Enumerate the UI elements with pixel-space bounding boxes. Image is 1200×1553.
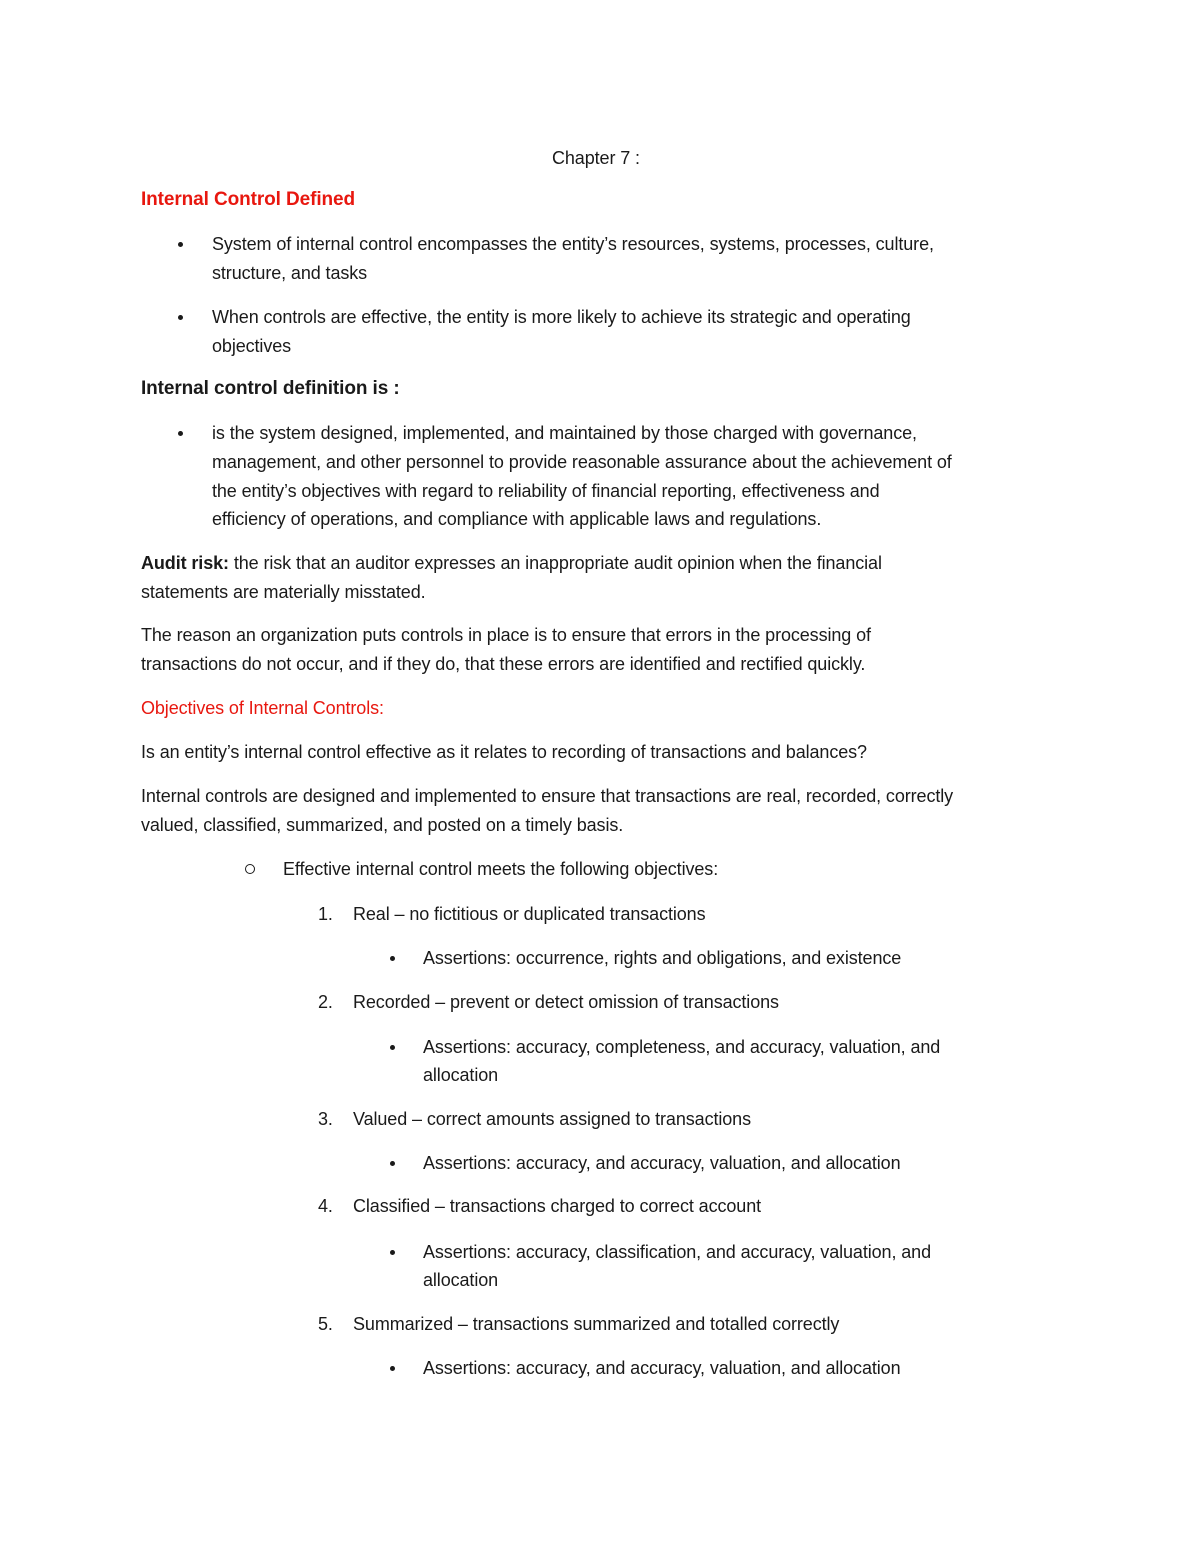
objectives-intro: Effective internal control meets the following objectives: xyxy=(283,859,719,879)
audit-risk-definition-cont: statements are materially misstated. xyxy=(141,582,426,602)
objective-text: Classified – transactions charged to correct account xyxy=(353,1196,762,1216)
circle-bullet-icon xyxy=(245,864,255,874)
bullet-icon xyxy=(178,242,183,247)
reason-paragraph-line: transactions do not occur, and if they do, that these errors are identified and rectified quickly. xyxy=(141,654,866,674)
objective-text: Real – no fictitious or duplicated transactions xyxy=(353,904,706,924)
objective-text: Valued – correct amounts assigned to transactions xyxy=(353,1109,751,1129)
heading-internal-control-definition: Internal control definition is : xyxy=(141,378,400,399)
bullet-icon xyxy=(390,1250,395,1255)
bullet-text: management, and other personnel to provide reasonable assurance about the achievement of xyxy=(212,452,952,472)
bullet-text: structure, and tasks xyxy=(212,263,368,283)
reason-paragraph-line: The reason an organization puts controls in place is to ensure that errors in the processing of xyxy=(141,625,871,645)
audit-risk-paragraph xyxy=(141,551,882,575)
heading-objectives-of-internal-controls: Objectives of Internal Controls: xyxy=(141,698,384,718)
bullet-text: is the system designed, implemented, and maintained by those charged with governance, xyxy=(212,423,917,443)
bullet-icon xyxy=(390,956,395,961)
assertion-text: Assertions: accuracy, and accuracy, valuation, and allocation xyxy=(423,1153,901,1173)
bullet-text: the entity’s objectives with regard to reliability of financial reporting, effectiveness and xyxy=(212,481,880,501)
assertion-text: Assertions: accuracy, classification, and accuracy, valuation, and xyxy=(423,1242,931,1262)
question-paragraph: Is an entity’s internal control effective as it relates to recording of transactions and balances? xyxy=(141,742,867,762)
bullet-text: System of internal control encompasses the entity’s resources, systems, processes, culture, xyxy=(212,234,934,254)
objective-number: 2. xyxy=(318,992,333,1012)
heading-internal-control-defined: Internal Control Defined xyxy=(141,189,355,210)
bullet-icon xyxy=(390,1161,395,1166)
bullet-icon xyxy=(178,315,183,320)
objective-number: 1. xyxy=(318,904,333,924)
bullet-icon xyxy=(178,431,183,436)
bullet-text: efficiency of operations, and compliance with applicable laws and regulations. xyxy=(212,509,822,529)
assertion-text: Assertions: accuracy, completeness, and accuracy, valuation, and xyxy=(423,1037,941,1057)
bullet-icon xyxy=(390,1045,395,1050)
objective-number: 3. xyxy=(318,1109,333,1129)
bullet-icon xyxy=(390,1366,395,1371)
controls-paragraph-line: Internal controls are designed and implemented to ensure that transactions are real, recorded, correctly xyxy=(141,786,954,806)
objective-number: 4. xyxy=(318,1196,333,1216)
bullet-text: objectives xyxy=(212,336,292,356)
audit-risk-definition: the risk that an auditor expresses an inappropriate audit opinion when the financial xyxy=(228,553,882,573)
chapter-title: Chapter 7 : xyxy=(552,148,640,168)
audit-risk-term: Audit risk: xyxy=(141,553,229,573)
assertion-text: allocation xyxy=(423,1065,499,1085)
objective-text: Summarized – transactions summarized and totalled correctly xyxy=(353,1314,840,1334)
controls-paragraph-line: valued, classified, summarized, and posted on a timely basis. xyxy=(141,815,624,835)
assertion-text: allocation xyxy=(423,1270,499,1290)
assertion-text: Assertions: accuracy, and accuracy, valuation, and allocation xyxy=(423,1358,901,1378)
bullet-text: When controls are effective, the entity is more likely to achieve its strategic and operating xyxy=(212,307,911,327)
objective-text: Recorded – prevent or detect omission of transactions xyxy=(353,992,779,1012)
objective-number: 5. xyxy=(318,1314,333,1334)
assertion-text: Assertions: occurrence, rights and obligations, and existence xyxy=(423,948,902,968)
